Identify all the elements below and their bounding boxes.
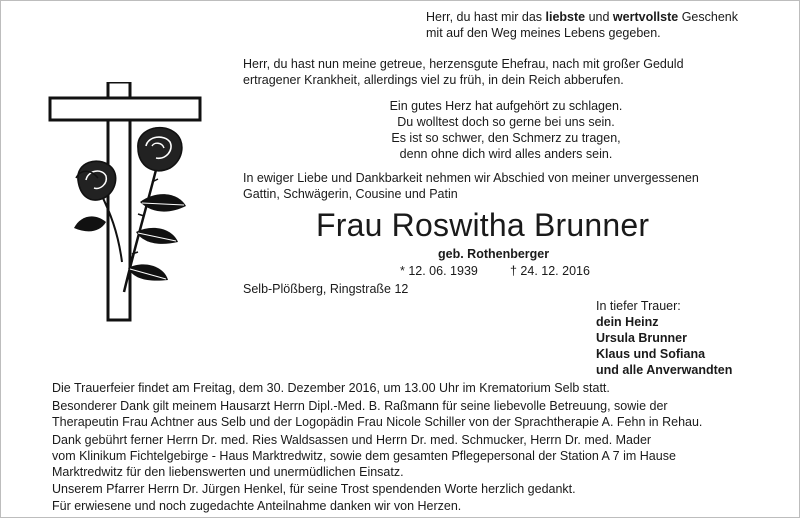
footer-line: Marktredwitz für den liebenswerten und unermüdlichen Einsatz. (52, 465, 404, 479)
farewell-line-2: Gattin, Schwägerin, Cousine und Patin (243, 187, 458, 201)
deceased-name: Frau Roswitha Brunner (316, 207, 650, 243)
verse-line-3: Es ist so schwer, den Schmerz zu tragen, (391, 131, 621, 145)
quote-text: Herr, du hast mir das (426, 10, 546, 24)
footer-line: vom Klinikum Fichtelgebirge - Haus Marktredwitz, sowie dem gesamten Pflegepersonal der Station A 7 im Hause (52, 449, 676, 463)
mourner-name: und alle Anverwandten (596, 363, 733, 377)
birth-date: * 12. 06. 1939 (400, 264, 478, 278)
footer-line: Besonderer Dank gilt meinem Hausarzt Herrn Dipl.-Med. B. Raßmann für seine liebevolle Betreuung, sowie der (52, 399, 668, 413)
cross-with-roses-icon (40, 82, 210, 322)
quote-emphasis-liebste: liebste (545, 10, 586, 24)
verse-line-2: Du wolltest doch so gerne bei uns sein. (397, 115, 615, 129)
footer-line: Unserem Pfarrer Herrn Dr. Jürgen Henkel, für seine Trost spendenden Worte herzlich gedankt. (52, 482, 576, 496)
quote-text: Geschenk (678, 10, 738, 24)
mourner-name: Klaus und Sofiana (596, 347, 706, 361)
farewell-line-1: In ewiger Liebe und Dankbarkeit nehmen wir Abschied von meiner unvergessenen (243, 171, 699, 185)
footer-line: Die Trauerfeier findet am Freitag, dem 30. Dezember 2016, um 13.00 Uhr im Krematorium Selb statt. (52, 381, 610, 395)
quote-text: und (585, 10, 613, 24)
footer-line: Für erwiesene und noch zugedachte Anteilnahme danken wir von Herzen. (52, 499, 462, 513)
footer-line: Therapeutin Frau Achtner aus Selb und der Logopädin Frau Nicole Schiller von der Sprachtherapie A. Fehn in Rehau. (52, 415, 703, 429)
quote-line-1 (426, 9, 738, 25)
mourners-heading: In tiefer Trauer: (596, 299, 681, 313)
mourner-name: Ursula Brunner (596, 331, 687, 345)
mourner-name: dein Heinz (596, 315, 659, 329)
death-date: † 24. 12. 2016 (510, 264, 590, 278)
address: Selb-Plößberg, Ringstraße 12 (243, 282, 409, 296)
intro-line-2: ertragener Krankheit, allerdings viel zu früh, in dein Reich abberufen. (243, 73, 624, 87)
footer-line: Dank gebührt ferner Herrn Dr. med. Ries Waldsassen und Herrn Dr. med. Schmucker, Herrn Dr. med. Mader (52, 433, 652, 447)
intro-line-1: Herr, du hast nun meine getreue, herzensgute Ehefrau, nach mit großer Geduld (243, 57, 684, 71)
maiden-name: geb. Rothenberger (438, 247, 550, 261)
quote-emphasis-wertvollste: wertvollste (612, 10, 679, 24)
verse-line-1: Ein gutes Herz hat aufgehört zu schlagen. (389, 99, 623, 113)
verse-line-4: denn ohne dich wird alles anders sein. (399, 147, 613, 161)
quote-line-2: mit auf den Weg meines Lebens gegeben. (426, 26, 661, 40)
